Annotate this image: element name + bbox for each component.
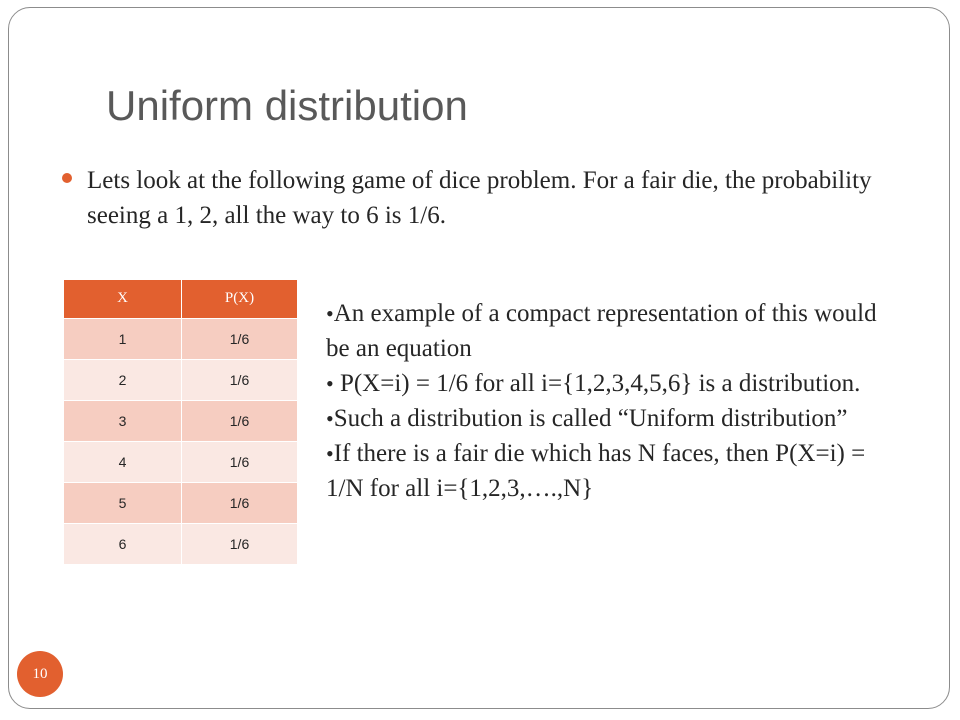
table-row	[64, 441, 297, 482]
cell-x: 6	[64, 523, 182, 564]
bullet-icon: •	[326, 441, 334, 466]
table-row	[64, 359, 297, 400]
main-bullet	[62, 163, 902, 233]
main-bullet-text: Lets look at the following game of dice problem. For a fair die, the probability seeing a 1, 2, all the way to 6 is 1/6.	[87, 167, 872, 229]
cell-px: 1/6	[182, 482, 298, 523]
bullet-icon: •	[326, 406, 334, 431]
header-x: X	[64, 280, 182, 318]
table-row	[64, 400, 297, 441]
table-row	[64, 318, 297, 359]
side-bullet	[326, 436, 906, 506]
slide-title: Uniform distribution	[106, 82, 468, 129]
cell-x: 1	[64, 318, 182, 359]
bullet-icon: •	[326, 301, 334, 326]
cell-x: 3	[64, 400, 182, 441]
header-px: P(X)	[182, 280, 298, 318]
side-bullet	[326, 401, 906, 436]
bullet-icon: •	[326, 371, 334, 396]
cell-x: 5	[64, 482, 182, 523]
bullet-dot-icon	[62, 173, 72, 183]
side-bullet-text: Such a distribution is called “Uniform distribution”	[333, 405, 848, 432]
table-row	[64, 523, 297, 564]
side-bullet-text: If there is a fair die which has N faces, then P(X=i) = 1/N for all i={1,2,3,….,N}	[326, 440, 866, 502]
side-text-block	[326, 296, 906, 506]
cell-px: 1/6	[182, 400, 298, 441]
table-header-row	[64, 280, 297, 318]
cell-px: 1/6	[182, 359, 298, 400]
cell-x: 4	[64, 441, 182, 482]
side-bullet	[326, 366, 906, 401]
probability-table	[64, 280, 297, 564]
side-bullet-text: An example of a compact representation of this would be an equation	[326, 300, 877, 362]
cell-x: 2	[64, 359, 182, 400]
cell-px: 1/6	[182, 318, 298, 359]
cell-px: 1/6	[182, 441, 298, 482]
side-bullet-text: P(X=i) = 1/6 for all i={1,2,3,4,5,6} is a distribution.	[333, 370, 861, 397]
table-row	[64, 482, 297, 523]
page-number-badge: 10	[17, 651, 63, 697]
cell-px: 1/6	[182, 523, 298, 564]
side-bullet	[326, 296, 906, 366]
